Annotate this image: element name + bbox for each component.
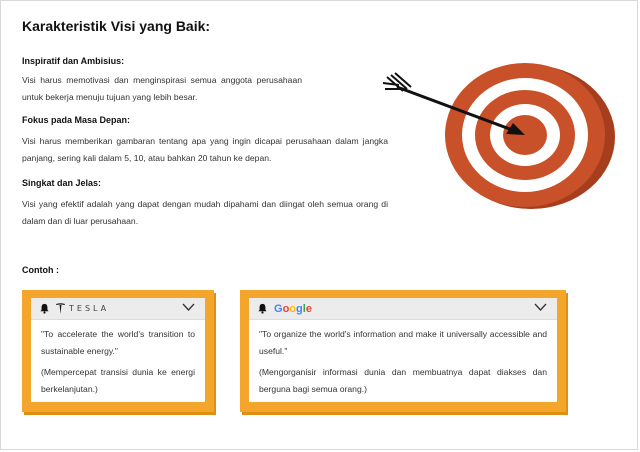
section-body-inspiratif: Visi harus memotivasi dan menginspirasi semua anggota perusahaan untuk bekerja menuju tujuan yang lebih besar.: [22, 75, 302, 102]
section-heading-inspiratif: Inspiratif dan Ambisius:: [22, 56, 125, 66]
google-translation: (Mengorganisir informasi dunia dan membuatnya dapat diakses dan berguna bagi semua orang.): [259, 367, 547, 394]
bell-icon: [39, 303, 50, 314]
google-quote: "To organize the world's information and make it universally accessible and useful.": [259, 329, 547, 356]
target-icon: [373, 51, 623, 211]
google-brand-label: [274, 303, 312, 315]
google-wordmark: Google: [274, 302, 312, 315]
google-card-header: [249, 298, 557, 320]
section-heading-singkat: Singkat dan Jelas:: [22, 178, 102, 188]
tesla-card-text: [31, 320, 205, 398]
section-body-fokus: Visi harus memberikan gambaran tentang apa yang ingin dicapai perusahaan dalam jangka panjang, sering kali dalam 5, 10, atau bahkan 20 tahun ke depan.: [22, 136, 388, 163]
tesla-logo-icon: [56, 303, 65, 314]
google-card-body: [249, 298, 557, 402]
tesla-brand-label: TESLA: [69, 304, 110, 313]
section-body-singkat: Visi yang efektif adalah yang dapat dengan mudah dipahami dan diingat oleh semua orang di dalam dan di luar perusahaan.: [22, 199, 388, 226]
bell-icon: [257, 303, 268, 314]
tesla-vision-card: [22, 290, 214, 412]
chevron-down-icon[interactable]: [182, 303, 195, 312]
google-card-text: [249, 320, 557, 398]
page-title: Karakteristik Visi yang Baik:: [22, 18, 211, 34]
section-heading-fokus: Fokus pada Masa Depan:: [22, 115, 131, 125]
tesla-translation: (Mempercepat transisi dunia ke energi berkelanjutan.): [41, 367, 195, 394]
tesla-card-header: [31, 298, 205, 320]
tesla-quote: "To accelerate the world's transition to sustainable energy.": [41, 329, 195, 356]
chevron-down-icon[interactable]: [534, 303, 547, 312]
google-vision-card: [240, 290, 566, 412]
tesla-card-body: [31, 298, 205, 402]
contoh-label: Contoh :: [22, 265, 59, 275]
